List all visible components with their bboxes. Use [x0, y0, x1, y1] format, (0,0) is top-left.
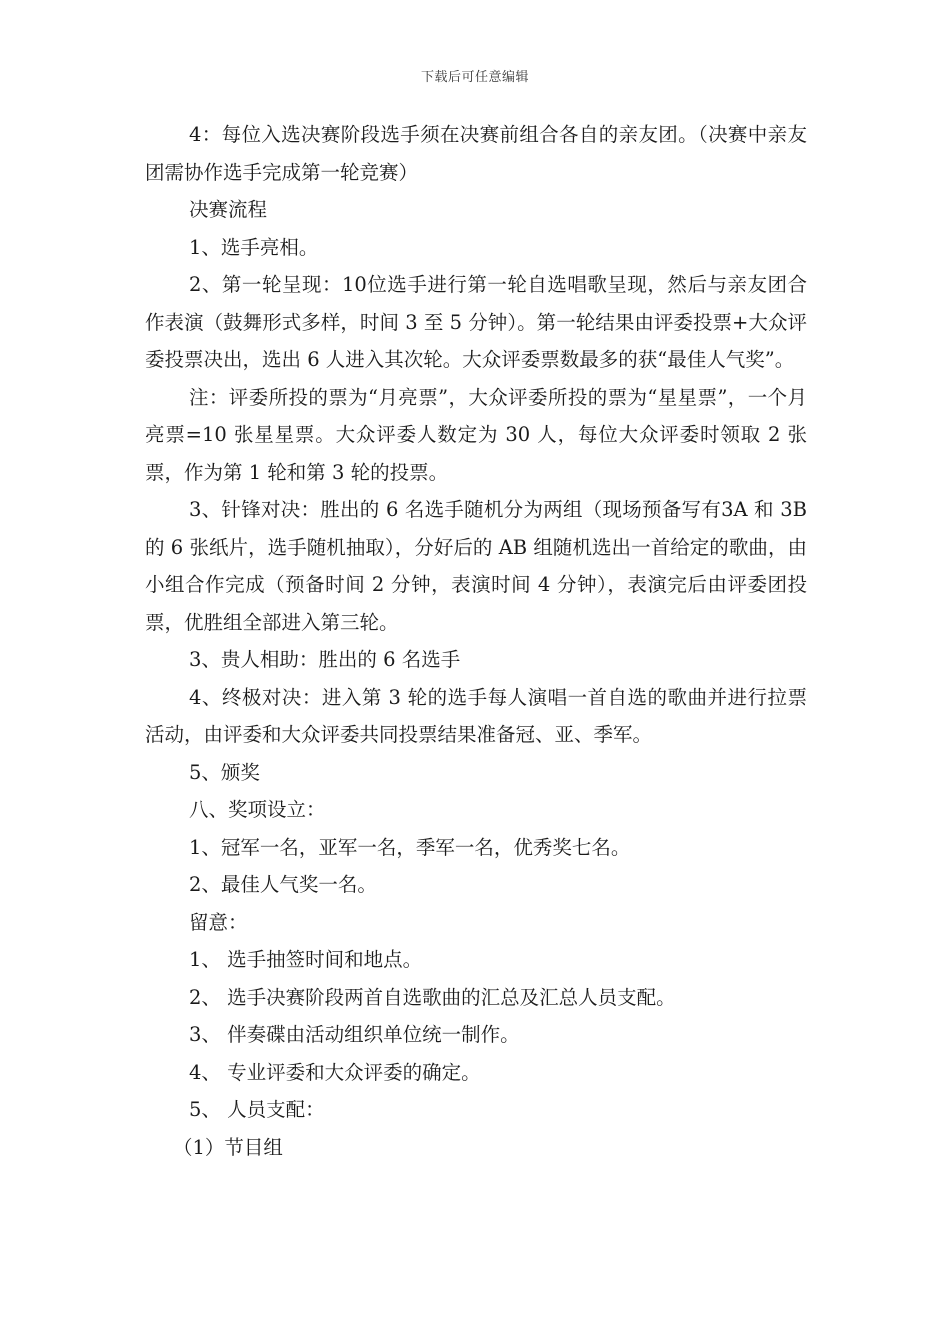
paragraph-16: 3、 伴奏碟由活动组织单位统一制作。	[189, 1023, 520, 1046]
page-header: 下载后可任意编辑	[420, 70, 529, 85]
paragraph-11: 1、冠军一名，亚军一名，季军一名，优秀奖七名。	[189, 835, 631, 859]
paragraph-12: 2、最佳人气奖一名。	[189, 873, 377, 896]
paragraph-19: （1）节目组	[173, 1135, 283, 1159]
paragraph-6: 3、针锋对决：胜出的 6 名选手随机分为两组（现场预备写有3A 和 3B 的 6 张纸片，选手随机抽取），分好后的 AB 组随机选出一首给定的歌曲，由小组合作完成（预备时间 2 分钟，表演时间 4 分钟），表演完后由评委团投票，优胜组全部进入第三轮。	[145, 498, 807, 634]
paragraph-2: 决赛流程	[189, 198, 268, 221]
paragraph-18: 5、 人员支配：	[189, 1098, 325, 1121]
document-body	[145, 116, 807, 1166]
paragraph-17: 4、 专业评委和大众评委的确定。	[189, 1060, 481, 1084]
paragraph-7: 3、贵人相助：胜出的 6 名选手	[189, 648, 461, 671]
paragraph-15: 2、 选手决赛阶段两首自选歌曲的汇总及汇总人员支配。	[189, 985, 676, 1009]
paragraph-4: 2、第一轮呈现：10位选手进行第一轮自选唱歌呈现，然后与亲友团合作表演（鼓舞形式多样，时间 3 至 5 分钟）。第一轮结果由评委投票+大众评委投票决出，选出 6 人进入其次轮。大众评委票数最多的获“最佳人气奖”。	[145, 273, 807, 371]
paragraph-8: 4、终极对决：进入第 3 轮的选手每人演唱一首自选的歌曲并进行拉票活动，由评委和大众评委共同投票结果准备冠、亚、季军。	[145, 685, 807, 746]
paragraph-10: 八、奖项设立：	[189, 798, 326, 821]
paragraph-1: 4：每位入选决赛阶段选手须在决赛前组合各自的亲友团。（决赛中亲友团需协作选手完成第一轮竞赛）	[145, 123, 807, 184]
paragraph-5: 注：评委所投的票为“月亮票”，大众评委所投的票为“星星票”，一个月亮票=10 张星星票。大众评委人数定为 30 人，每位大众评委时领取 2 张票，作为第 1 轮和第 3 轮的投票。	[145, 385, 807, 484]
paragraph-3: 1、选手亮相。	[189, 235, 319, 259]
paragraph-9: 5、颁奖	[189, 760, 260, 784]
paragraph-14: 1、 选手抽签时间和地点。	[189, 948, 423, 971]
paragraph-13: 留意：	[189, 910, 248, 934]
